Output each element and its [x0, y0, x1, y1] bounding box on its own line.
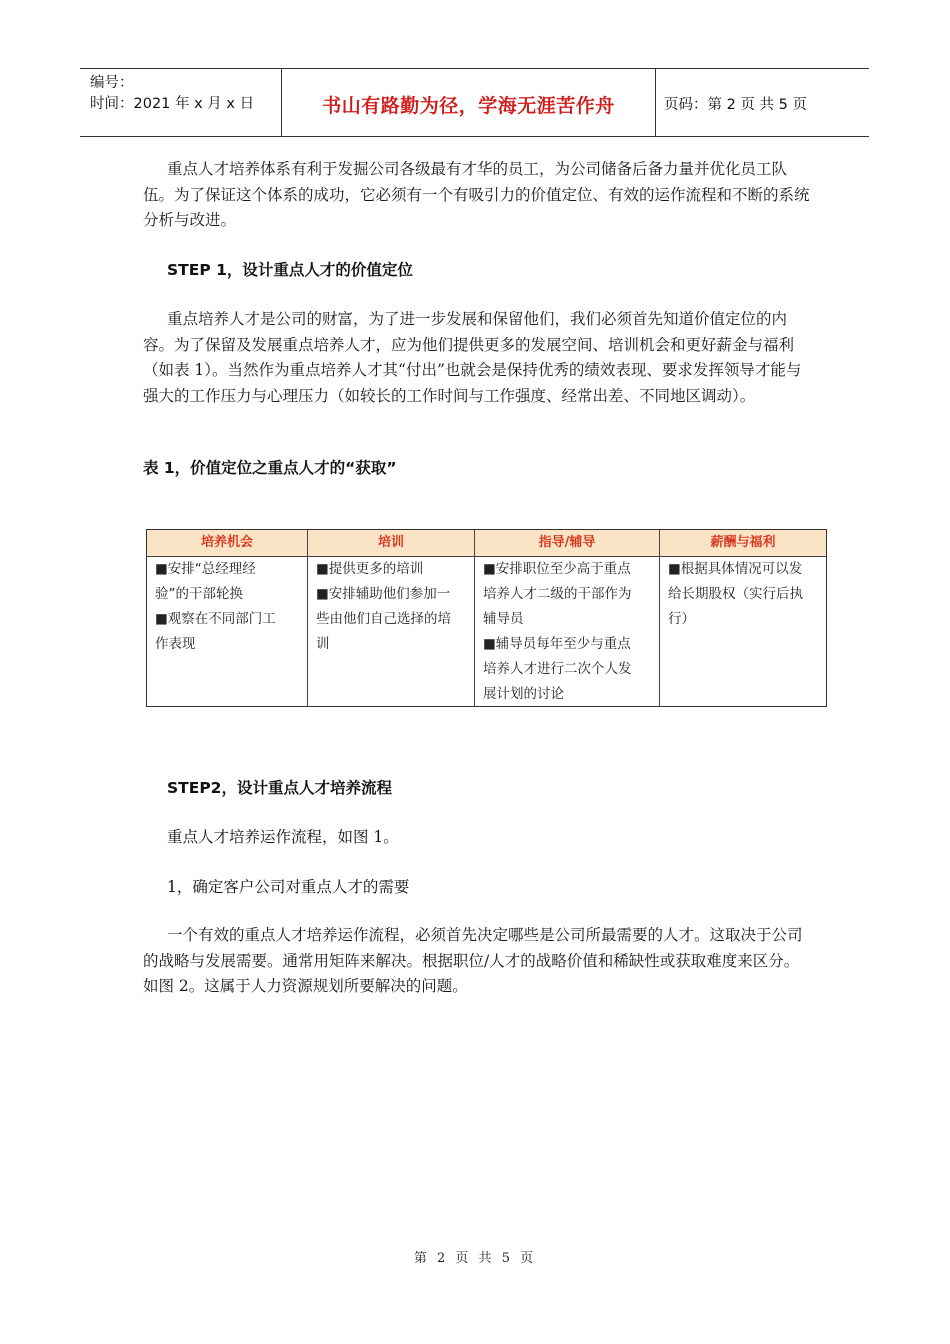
cell-line: ■观察在不同部门工 — [155, 611, 276, 627]
cell-line: 辅导员 — [483, 611, 524, 627]
cell-line: 培养人才进行二次个人发 — [483, 661, 632, 677]
cell-line: 展计划的讨论 — [483, 686, 564, 702]
item1-line: 1，确定客户公司对重点人才的需要 — [167, 878, 410, 896]
final-paragraph: 一个有效的重点人才培养运作流程，必须首先决定哪些是公司所最需要的人才。这取决于公司的战略与发展需要。通常用矩阵来解决。根据职位/人才的战略价值和稀缺性或获取难度来区分。如图 2。这属于人力资源规划所要解决的问题。 — [143, 926, 803, 995]
cell-line: ■辅导员每年至少与重点 — [483, 636, 631, 652]
cell-line: 训 — [316, 636, 330, 652]
cell-line: ■安排“总经理经 — [155, 561, 256, 577]
cell-line: 行） — [668, 611, 695, 627]
cell-line: 培养人才二级的干部作为 — [483, 586, 632, 602]
step1-paragraph: 重点培养人才是公司的财富，为了进一步发展和保留他们，我们必须首先知道价值定位的内容。为了保留及发展重点培养人才，应为他们提供更多的发展空间、培训机会和更好薪金与福利（如表 1）。当然作为重点培养人才其“付出”也就会是保持优秀的绩效表现、要求发挥领导才能与强大的工作压力与心理压力（如较长的工作时间与工作强度、经常出差、不同地区调动）。 — [143, 310, 802, 405]
intro-paragraph: 重点人才培养体系有利于发掘公司各级最有才华的员工，为公司储备后备力量并优化员工队伍。为了保证这个体系的成功，它必须有一个有吸引力的价值定位、有效的运作流程和不断的系统分析与改进。 — [143, 160, 810, 229]
cell-line: ■安排职位至少高于重点 — [483, 561, 631, 577]
table-cell-compensation — [660, 557, 826, 632]
header-page-label: 页码：第 2 页 共 5 页 — [664, 97, 807, 113]
value-table — [146, 529, 827, 707]
table-header-cell: 培训 — [377, 535, 404, 550]
document-header — [80, 68, 869, 137]
cell-line: 些由他们自己选择的培 — [316, 611, 451, 627]
table-cell-training-opportunity — [147, 557, 307, 657]
table-header-row — [147, 530, 826, 557]
cell-line: ■提供更多的培训 — [316, 561, 424, 577]
table-header-cell: 培养机会 — [200, 535, 253, 550]
header-meta — [90, 73, 254, 115]
time-label: 时间：2021 年 x 月 x 日 — [90, 96, 255, 112]
cell-line: ■根据具体情况可以发 — [668, 561, 803, 577]
page-footer: 第 2 页 共 5 页 — [413, 1251, 537, 1266]
header-motto: 书山有路勤为径，学海无涯苦作舟 — [322, 95, 615, 117]
table-caption: 表 1，价值定位之重点人才的“获取” — [143, 459, 397, 477]
cell-line: ■安排辅助他们参加一 — [316, 586, 451, 602]
table-header-cell: 指导/辅导 — [538, 535, 596, 550]
table-cell-training — [308, 557, 474, 657]
table-header-cell: 薪酬与福利 — [710, 535, 776, 550]
step1-title: STEP 1，设计重点人才的价值定位 — [167, 261, 413, 279]
table-cell-mentoring — [475, 557, 659, 707]
cell-line: 作表现 — [155, 636, 196, 652]
cell-line: 验”的干部轮换 — [155, 586, 243, 602]
cell-line: 给长期股权（实行后执 — [668, 586, 803, 602]
step2-line: 重点人才培养运作流程，如图 1。 — [167, 828, 399, 846]
number-label: 编号： — [90, 75, 134, 91]
header-divider — [655, 69, 656, 136]
step2-title: STEP2，设计重点人才培养流程 — [167, 779, 392, 797]
